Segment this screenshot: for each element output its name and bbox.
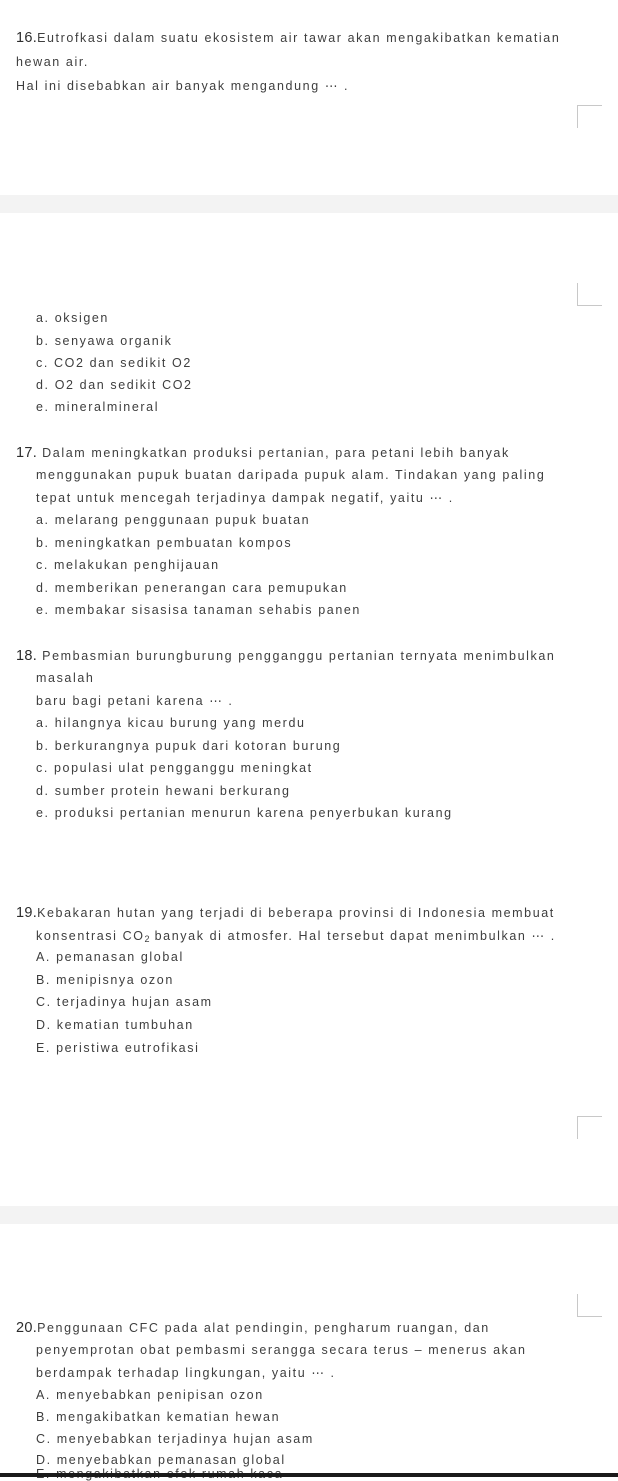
q19-option-a[interactable]: A. pemanasan global xyxy=(36,950,184,964)
q20-option-b[interactable]: B. mengakibatkan kematian hewan xyxy=(36,1410,281,1424)
q17-number: 17. xyxy=(16,445,38,461)
q16-number: 16. xyxy=(16,30,38,46)
crop-corner-bottom xyxy=(577,283,602,306)
q16-line-3: Hal ini disebabkan air banyak mengandung ⋯ . xyxy=(16,79,350,93)
q19-text-pre: konsentrasi CO xyxy=(36,929,145,943)
q19-option-b[interactable]: B. menipisnya ozon xyxy=(36,973,174,987)
q18-line-1 xyxy=(16,648,555,664)
q17-option-c[interactable]: c. melakukan penghijauan xyxy=(36,558,220,572)
q20-line-2: penyemprotan obat pembasmi serangga secara terus – menerus akan xyxy=(36,1343,527,1357)
q19-option-d[interactable]: D. kematian tumbuhan xyxy=(36,1018,194,1032)
q19-subscript: 2 xyxy=(144,934,150,944)
q17-option-e[interactable]: e. membakar sisasisa tanaman sehabis panen xyxy=(36,603,361,617)
q16-line-1 xyxy=(16,30,560,46)
page-separator xyxy=(0,195,618,213)
q17-line-1 xyxy=(16,445,510,461)
q18-number: 18. xyxy=(16,648,38,664)
q17-line-3: tepat untuk mencegah terjadinya dampak negatif, yaitu ⋯ . xyxy=(36,491,454,505)
q20-line-3: berdampak terhadap lingkungan, yaitu ⋯ . xyxy=(36,1366,336,1380)
q17-text: Dalam meningkatkan produksi pertanian, para petani lebih banyak xyxy=(42,446,510,460)
q18-option-e[interactable]: e. produksi pertanian menurun karena penyerbukan kurang xyxy=(36,806,453,820)
q18-line-3: baru bagi petani karena ⋯ . xyxy=(36,694,234,708)
q19-text-post: banyak di atmosfer. Hal tersebut dapat menimbulkan ⋯ . xyxy=(149,929,556,943)
q17-option-a[interactable]: a. melarang penggunaan pupuk buatan xyxy=(36,513,311,527)
q16-option-a[interactable]: a. oksigen xyxy=(36,311,109,325)
q20-number: 20. xyxy=(16,1320,38,1336)
q20-text: Penggunaan CFC pada alat pendingin, pengharum ruangan, dan xyxy=(37,1321,490,1335)
q19-line-2 xyxy=(36,928,556,944)
q18-text: Pembasmian burungburung pengganggu pertanian ternyata menimbulkan xyxy=(42,649,556,663)
crop-corner-top-2 xyxy=(577,1116,602,1139)
page-separator-2 xyxy=(0,1206,618,1224)
q19-option-e[interactable]: E. peristiwa eutrofikasi xyxy=(36,1041,200,1055)
q20-option-d[interactable]: D. menyebabkan pemanasan global xyxy=(36,1453,286,1467)
q17-line-2: menggunakan pupuk buatan daripada pupuk alam. Tindakan yang paling xyxy=(36,468,546,482)
q16-text: Eutrofkasi dalam suatu ekosistem air tawar akan mengakibatkan kematian xyxy=(37,31,561,45)
q16-option-b[interactable]: b. senyawa organik xyxy=(36,334,173,348)
crop-corner-bottom-2 xyxy=(577,1294,602,1317)
q16-option-d[interactable]: d. O2 dan sedikit CO2 xyxy=(36,378,193,392)
q18-option-b[interactable]: b. berkurangnya pupuk dari kotoran burung xyxy=(36,739,342,753)
q19-text: Kebakaran hutan yang terjadi di beberapa provinsi di Indonesia membuat xyxy=(37,906,555,920)
bottom-edge-bar xyxy=(0,1473,618,1477)
q18-option-c[interactable]: c. populasi ulat pengganggu meningkat xyxy=(36,761,313,775)
q18-line-2: masalah xyxy=(36,671,95,685)
q20-option-c[interactable]: C. menyebabkan terjadinya hujan asam xyxy=(36,1432,314,1446)
q18-option-d[interactable]: d. sumber protein hewani berkurang xyxy=(36,784,291,798)
q19-number: 19. xyxy=(16,905,38,921)
q18-option-a[interactable]: a. hilangnya kicau burung yang merdu xyxy=(36,716,306,730)
q19-option-c[interactable]: C. terjadinya hujan asam xyxy=(36,995,213,1009)
q17-option-b[interactable]: b. meningkatkan pembuatan kompos xyxy=(36,536,293,550)
q16-option-c[interactable]: c. CO2 dan sedikit O2 xyxy=(36,356,192,370)
q16-line-2: hewan air. xyxy=(16,55,89,69)
q20-line-1 xyxy=(16,1320,490,1336)
q16-option-e[interactable]: e. mineralmineral xyxy=(36,400,160,414)
q19-line-1 xyxy=(16,905,555,921)
q17-option-d[interactable]: d. memberikan penerangan cara pemupukan xyxy=(36,581,348,595)
crop-corner-top xyxy=(577,105,602,128)
q20-option-a[interactable]: A. menyebabkan penipisan ozon xyxy=(36,1388,264,1402)
